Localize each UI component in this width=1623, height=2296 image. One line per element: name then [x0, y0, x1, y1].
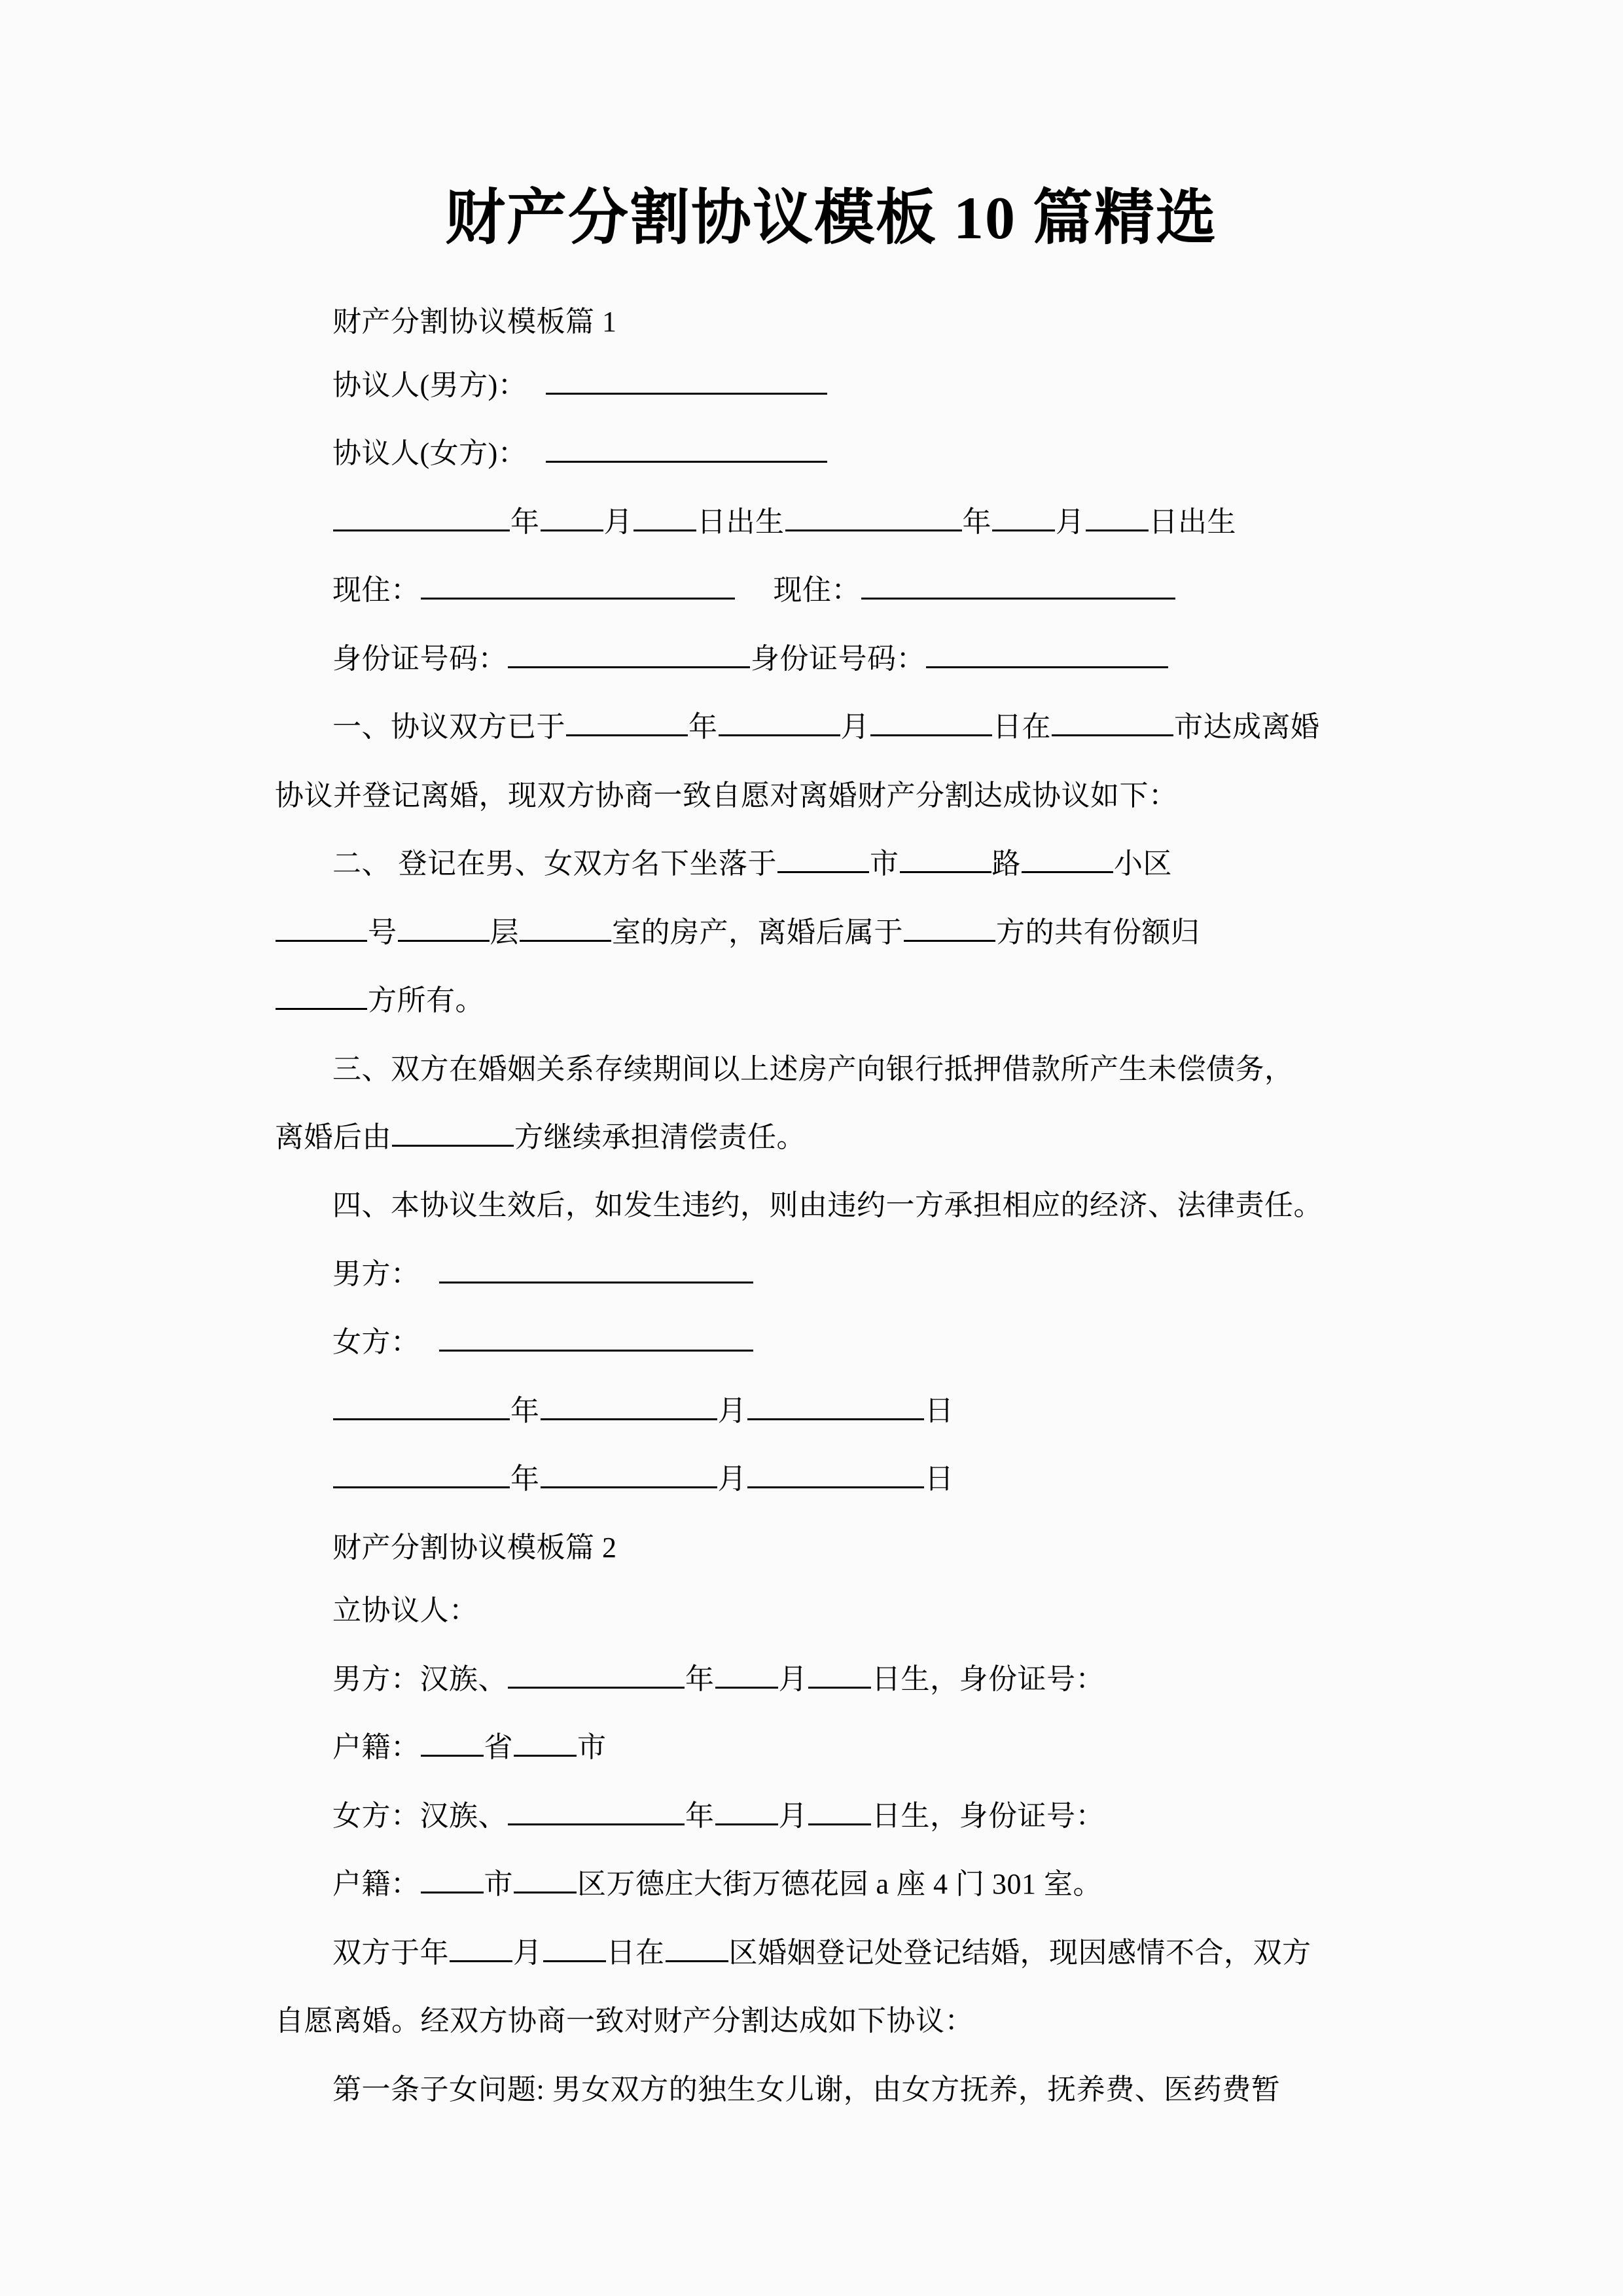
clause-2-end-label: 方所有。 — [368, 984, 484, 1017]
clause-2-area-input[interactable] — [1022, 843, 1113, 873]
female-birth-year-input[interactable] — [785, 501, 962, 531]
birth-day-suffix-label-2: 日出生 — [1149, 505, 1236, 538]
clause-2-room-input[interactable] — [520, 912, 611, 942]
clause-1-line-2: 协议并登记离婚，现双方协商一致自愿对离婚财产分割达成协议如下： — [275, 779, 1178, 812]
marriage-day-input[interactable] — [543, 1932, 606, 1962]
party-female-input[interactable] — [546, 433, 827, 463]
clause-1-city-label: 市达成离婚 — [1174, 711, 1320, 744]
birth-year-label-2: 年 — [962, 505, 991, 538]
a2-male-year-input[interactable] — [508, 1659, 685, 1689]
sign-male-label: 男方： — [332, 1257, 420, 1290]
clause-2-city-label: 市 — [870, 848, 899, 880]
sign-date-1-year-label: 年 — [510, 1394, 540, 1427]
address-row — [275, 563, 1387, 618]
sign-date-1-month-label: 月 — [717, 1394, 747, 1427]
sign-date-1-month-input[interactable] — [541, 1390, 717, 1420]
clause-3-line-1: 三、双方在婚姻关系存续期间以上述房产向银行抵押借款所产生未偿债务， — [332, 1052, 1294, 1085]
clause-1-day-input[interactable] — [870, 706, 992, 736]
marriage-line-2: 自愿离婚。经双方协商一致对财产分割达成如下协议： — [275, 2005, 974, 2037]
clause-2-line-2 — [275, 905, 1387, 960]
marriage-district-label: 区婚姻登记处登记结婚，现因感情不合，双方 — [728, 1936, 1311, 1969]
sign-date-2-year-label: 年 — [510, 1463, 540, 1496]
a2-male-month-input[interactable] — [715, 1659, 778, 1689]
id-label-2: 身份证号码： — [751, 642, 925, 675]
clause-1-month-input[interactable] — [719, 706, 840, 736]
clause-1-lead: 一、协议双方已于 — [332, 711, 565, 744]
clause-1-year-input[interactable] — [566, 706, 688, 736]
clause-3-line-2 — [275, 1110, 1387, 1165]
clause-1-year-label: 年 — [688, 711, 718, 744]
article-2-male-hukou-row — [275, 1720, 1387, 1775]
a2-female-month-label: 月 — [778, 1799, 808, 1832]
a2-female-hukou-label: 户籍： — [332, 1868, 420, 1901]
a2-male-city-input[interactable] — [514, 1727, 577, 1757]
marriage-line-1 — [275, 1926, 1387, 1981]
sign-date-2-month-label: 月 — [717, 1463, 747, 1496]
a2-male-month-label: 月 — [778, 1662, 808, 1695]
clause-3-tail: 方继续承担清偿责任。 — [514, 1121, 806, 1154]
clause-1-city-input[interactable] — [1052, 706, 1173, 736]
clause-2-share-label: 方的共有份额归 — [996, 916, 1200, 948]
clause-1-day-label: 日在 — [993, 711, 1051, 744]
a2-female-year-input[interactable] — [508, 1795, 685, 1825]
sign-date-row-1 — [275, 1384, 1387, 1439]
clause-1-month-label: 月 — [840, 711, 870, 744]
marriage-day-label: 日在 — [606, 1936, 665, 1969]
clause-2-owner-input[interactable] — [904, 912, 995, 942]
clause-2-city-input[interactable] — [777, 843, 869, 873]
sign-date-row-2 — [275, 1452, 1387, 1507]
a2-female-day-label: 日生，身份证号： — [872, 1799, 1105, 1832]
a2-female-district-input[interactable] — [514, 1863, 577, 1893]
a2-male-day-input[interactable] — [808, 1659, 871, 1689]
birth-day-suffix-label: 日出生 — [697, 505, 785, 538]
article-2-section — [275, 1520, 1387, 2117]
sign-date-2-day-input[interactable] — [747, 1458, 924, 1488]
clause-3-lead: 离婚后由 — [275, 1121, 391, 1154]
address-label: 现住： — [332, 574, 420, 607]
a2-female-year-label: 年 — [685, 1799, 715, 1832]
male-birth-day-input[interactable] — [633, 501, 696, 531]
female-address-input[interactable] — [861, 569, 1175, 600]
sign-date-2-month-input[interactable] — [541, 1458, 717, 1488]
a2-male-hukou-label: 户籍： — [332, 1731, 420, 1764]
male-birth-year-input[interactable] — [333, 501, 510, 531]
id-row — [275, 632, 1387, 687]
a2-female-addr-label: 区万德庄大街万德花园 a 座 4 门 301 室。 — [577, 1868, 1103, 1901]
clause-2-road-input[interactable] — [900, 843, 991, 873]
clause-2-floor-input[interactable] — [398, 912, 490, 942]
party-female-label: 协议人(女方)： — [332, 437, 527, 470]
article-2-heading: 财产分割协议模板篇 2 — [332, 1531, 617, 1564]
clause-2-no-input[interactable] — [276, 912, 367, 942]
clause-2-lead: 二、 登记在男、女双方名下坐落于 — [332, 848, 777, 880]
male-address-input[interactable] — [421, 569, 735, 600]
clause-4-line: 四、本协议生效后，如发生违约，则由违约一方承担相应的经济、法律责任。 — [332, 1189, 1323, 1222]
article-2-female-hukou-row — [275, 1857, 1387, 1912]
sign-date-2-year-input[interactable] — [333, 1458, 510, 1488]
sign-date-2-day-label: 日 — [925, 1463, 954, 1496]
sign-male-input[interactable] — [439, 1253, 753, 1283]
male-id-input[interactable] — [508, 638, 750, 668]
article-1-heading: 财产分割协议模板篇 1 — [332, 306, 617, 338]
party-male-label: 协议人(男方)： — [332, 368, 527, 401]
article-2-male-row — [275, 1652, 1387, 1707]
clause-2-line-1 — [275, 836, 1387, 891]
male-birth-month-input[interactable] — [541, 501, 603, 531]
clause-2-no-label: 号 — [368, 916, 397, 948]
article-2-female-row — [275, 1789, 1387, 1844]
a2-female-day-input[interactable] — [808, 1795, 871, 1825]
maker-label-row: 立协议人： — [332, 1594, 478, 1627]
article-1-section — [275, 295, 1387, 1507]
marriage-lead: 双方于年 — [332, 1936, 449, 1969]
clause-2-road-label: 路 — [991, 848, 1021, 880]
document-body — [275, 0, 1387, 2130]
female-birth-day-input[interactable] — [1086, 501, 1149, 531]
marriage-month-input[interactable] — [450, 1932, 512, 1962]
clause-2-floor-label: 层 — [490, 916, 519, 948]
a2-male-prov-input[interactable] — [421, 1727, 484, 1757]
clause-2-final-owner-input[interactable] — [276, 980, 367, 1010]
a2-male-prov-label: 省 — [484, 1731, 513, 1764]
a2-male-day-label: 日生，身份证号： — [872, 1662, 1105, 1695]
female-birth-month-input[interactable] — [992, 501, 1055, 531]
sign-female-input[interactable] — [439, 1321, 753, 1352]
sign-date-1-day-label: 日 — [925, 1394, 954, 1427]
marriage-month-label: 月 — [513, 1936, 543, 1969]
birth-year-label: 年 — [510, 505, 540, 538]
birth-month-label: 月 — [603, 505, 633, 538]
party-female-row — [275, 426, 1387, 481]
female-id-input[interactable] — [926, 638, 1168, 668]
page-title: 财产分割协议模板 10 篇精选 — [444, 185, 1217, 251]
article-2-female-lead: 女方：汉族、 — [332, 1799, 507, 1832]
a2-female-city-label: 市 — [484, 1868, 513, 1901]
a2-male-year-label: 年 — [685, 1662, 715, 1695]
sign-male-row — [275, 1247, 1387, 1302]
sign-female-row — [275, 1315, 1387, 1370]
article-2-male-lead: 男方：汉族、 — [332, 1662, 507, 1695]
birth-month-label-2: 月 — [1056, 505, 1085, 538]
a2-female-city-input[interactable] — [421, 1863, 484, 1893]
clause-2-area-label: 小区 — [1114, 848, 1172, 880]
address-label-2: 现住： — [773, 574, 861, 607]
sign-date-1-year-input[interactable] — [333, 1390, 510, 1420]
party-male-input[interactable] — [546, 365, 827, 395]
marriage-district-input[interactable] — [666, 1932, 728, 1962]
party-male-row — [275, 358, 1387, 413]
sign-date-1-day-input[interactable] — [747, 1390, 924, 1420]
birth-dates-row — [275, 495, 1387, 550]
sign-female-label: 女方： — [332, 1326, 420, 1359]
a2-female-month-input[interactable] — [715, 1795, 778, 1825]
a2-male-city-label: 市 — [577, 1731, 607, 1764]
clause-1-line-1 — [275, 700, 1387, 755]
clause-3-party-input[interactable] — [392, 1117, 514, 1147]
id-label: 身份证号码： — [332, 642, 507, 675]
article-2-clause-1: 第一条子女问题: 男女双方的独生女儿谢，由女方抚养，抚养费、医药费暂 — [332, 2073, 1281, 2106]
clause-2-line-3 — [275, 973, 1387, 1028]
clause-2-room-label: 室的房产，离婚后属于 — [612, 916, 903, 948]
